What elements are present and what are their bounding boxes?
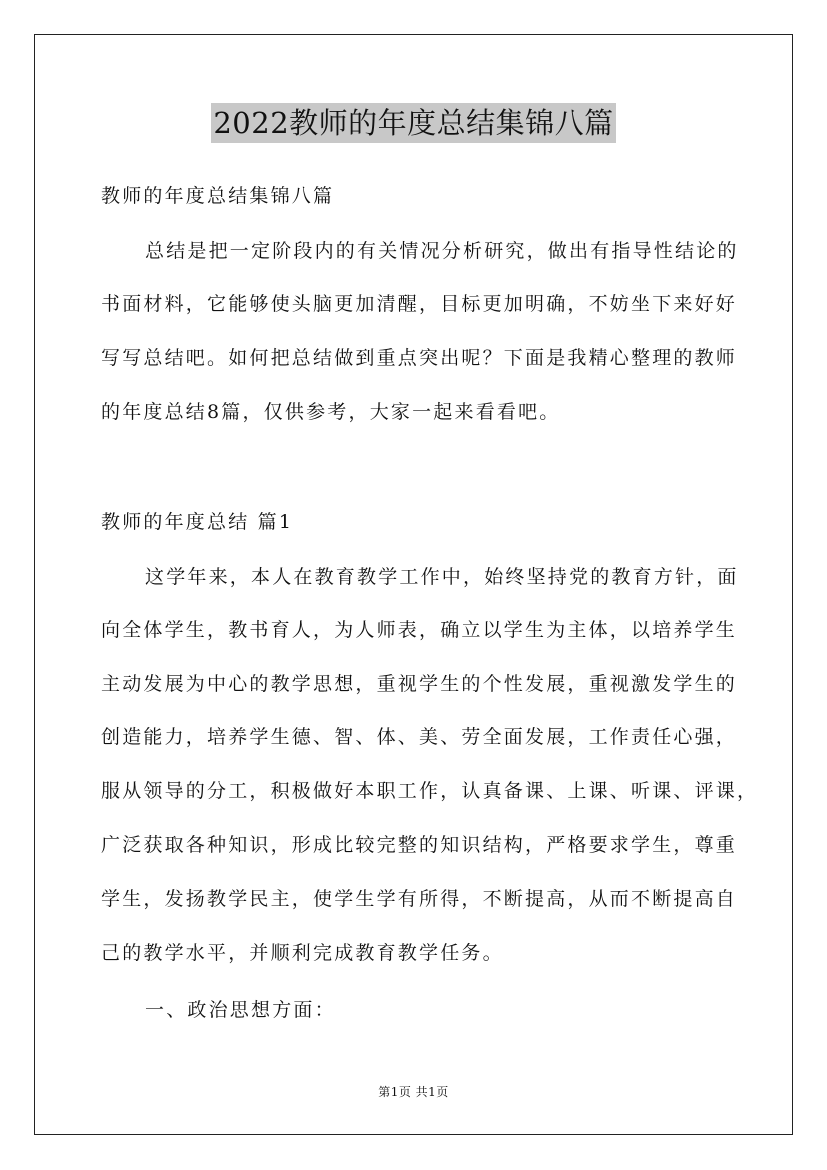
title-container — [0, 103, 827, 143]
section-heading: 教师的年度总结 篇1 — [101, 511, 294, 533]
intro-line-3: 写写总结吧。如何把总结做到重点突出呢？下面是我精心整理的教师 — [101, 347, 738, 369]
body-line-1: 这学年来，本人在教育教学工作中，始终坚持党的教育方针，面 — [145, 566, 739, 588]
document-title: 2022教师的年度总结集锦八篇 — [211, 103, 615, 143]
body-line-2: 向全体学生，教书育人，为人师表，确立以学生为主体，以培养学生 — [101, 619, 738, 641]
body-line-8: 己的教学水平，并顺利完成教育教学任务。 — [101, 942, 504, 964]
intro-line-4: 的年度总结8篇，仅供参考，大家一起来看看吧。 — [101, 401, 561, 423]
body-line-6: 广泛获取各种知识，形成比较完整的知识结构，严格要求学生，尊重 — [101, 834, 738, 856]
document-subtitle: 教师的年度总结集锦八篇 — [101, 185, 335, 207]
body-line-3: 主动发展为中心的教学思想，重视学生的个性发展，重视激发学生的 — [101, 673, 738, 695]
page-footer: 第1页 共1页 — [378, 1085, 449, 1099]
body-line-4: 创造能力，培养学生德、智、体、美、劳全面发展，工作责任心强， — [101, 726, 738, 748]
body-line-5: 服从领导的分工，积极做好本职工作，认真备课、上课、听课、评课， — [101, 780, 759, 802]
intro-line-1: 总结是把一定阶段内的有关情况分析研究，做出有指导性结论的 — [145, 240, 739, 262]
body-line-7: 学生，发扬教学民主，使学生学有所得，不断提高，从而不断提高自 — [101, 888, 738, 910]
subheading: 一、政治思想方面： — [145, 999, 336, 1021]
intro-line-2: 书面材料，它能够使头脑更加清醒，目标更加明确，不妨坐下来好好 — [101, 293, 738, 315]
